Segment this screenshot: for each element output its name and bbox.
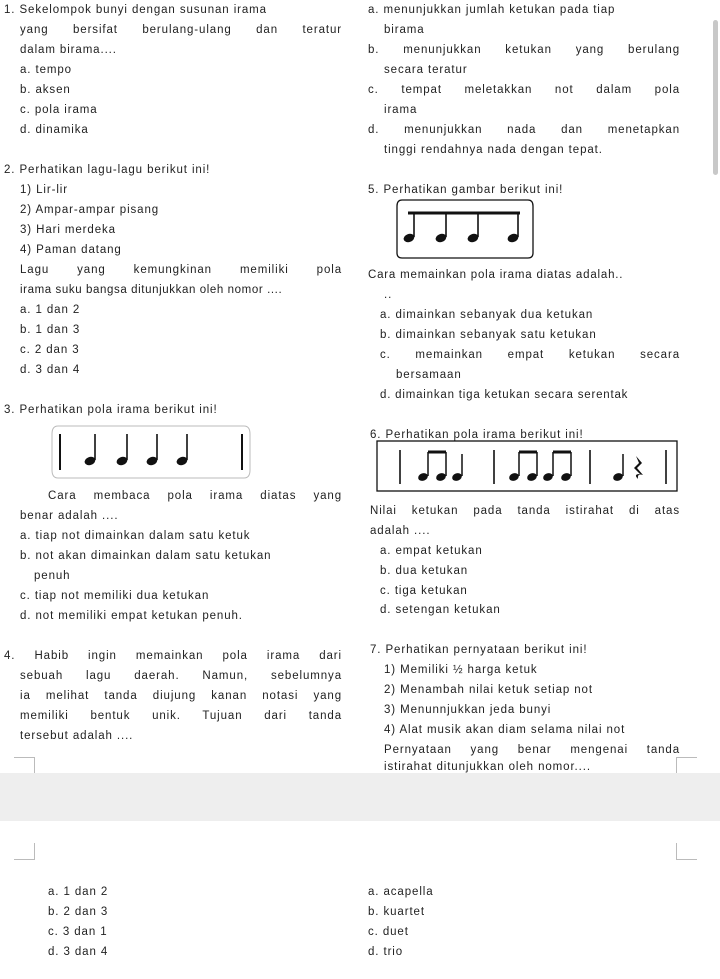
q6-eighth-pair-3 [542,452,572,482]
p2-right-option-c[interactable]: c. duet [368,926,409,938]
q5-option-d[interactable]: d. dimainkan tiga ketukan secara serentak [380,389,629,401]
q6-question: 6. Perhatikan pola irama berikut ini! [370,429,584,441]
q6-option-b[interactable]: b. dua ketukan [380,565,469,577]
q5-sixteenth-note-4 [506,213,519,244]
q6-rhythm-pattern [376,440,678,492]
q4-option-a-cont: birama [384,24,425,36]
q3-quarter-note-2 [115,434,128,467]
q2-song-3: 3) Hari merdeka [20,224,116,236]
q3-question: 3. Perhatikan pola irama berikut ini! [4,404,218,416]
q2-option-d[interactable]: d. 3 dan 4 [20,364,81,376]
q2-song-2: 2) Ampar-ampar pisang [20,204,160,216]
q3-stem-line-1: Cara membaca pola irama diatas yang [48,490,342,502]
page-corner-mark-bottom-left [14,757,35,774]
q1-option-c[interactable]: c. pola irama [20,104,98,116]
q4-question-line-2: sebuah lagu daerah. Namun, sebelumnya [20,670,342,682]
q3-rhythm-pattern [52,420,252,482]
q3-quarter-note-1 [83,434,96,467]
scrollbar[interactable] [713,20,718,175]
p2-left-option-d[interactable]: d. 3 dan 4 [48,946,109,958]
q6-option-d[interactable]: d. setengan ketukan [380,604,501,616]
p2-left-option-a[interactable]: a. 1 dan 2 [48,886,109,898]
q3-quarter-note-4 [175,434,188,467]
worksheet-page-2 [0,821,720,979]
q7-statement-2: 2) Menambah nilai ketuk setiap not [384,684,593,696]
q4-option-d[interactable]: d. menunjukkan nada dan menetapkan [368,124,680,136]
q5-option-a[interactable]: a. dimainkan sebanyak dua ketukan [380,309,594,321]
q3-stem-line-2: benar adalah .... [20,510,119,522]
q1-question-line-3: dalam birama.... [20,44,117,56]
q5-sixteenth-note-1 [402,213,415,244]
q2-stem-line-1: Lagu yang kemungkinan memiliki pola [20,264,342,276]
q5-option-c[interactable]: c. memainkan empat ketukan secara [380,349,680,361]
q4-question-line-1: 4. Habib ingin memainkan pola irama dari [4,650,342,662]
q1-question-line-2: yang bersifat berulang-ulang dan teratur [20,24,342,36]
q2-song-4: 4) Paman datang [20,244,122,256]
q7-stem-line-2: istirahat ditunjukkan oleh nomor.... [384,761,591,773]
q7-statement-3: 3) Menunnjukkan jeda bunyi [384,704,552,716]
q5-sixteenth-note-3 [466,213,479,244]
q5-stem-line-2: .. [384,289,393,301]
q3-option-a[interactable]: a. tiap not dimainkan dalam satu ketuk [20,530,251,542]
q1-option-b[interactable]: b. aksen [20,84,71,96]
q2-question: 2. Perhatikan lagu-lagu berikut ini! [4,164,211,176]
q2-option-b[interactable]: b. 1 dan 3 [20,324,81,336]
q7-question: 7. Perhatikan pernyataan berikut ini! [370,644,588,656]
q1-option-a[interactable]: a. tempo [20,64,72,76]
q4-option-d-cont: tinggi rendahnya nada dengan tepat. [384,144,603,156]
q4-option-c-cont: irama [384,104,418,116]
q6-quarter-note-1 [451,454,463,482]
q3-quarter-note-3 [145,434,158,467]
p2-left-option-c[interactable]: c. 3 dan 1 [48,926,108,938]
q6-quarter-rest-icon [634,456,643,479]
q6-stem-line-2: adalah .... [370,525,431,537]
q5-rhythm-pattern [396,199,534,259]
q4-option-c[interactable]: c. tempat meletakkan not dalam pola [368,84,680,96]
q1-question-line-1: 1. Sekelompok bunyi dengan susunan irama [4,4,267,16]
q4-question-line-5: tersebut adalah .... [20,730,134,742]
page-corner-mark-top-right [676,843,697,860]
q4-option-b-cont: secara teratur [384,64,468,76]
q3-option-b-cont: penuh [34,570,71,582]
q3-option-c[interactable]: c. tiap not memiliki dua ketukan [20,590,210,602]
p2-right-option-d[interactable]: d. trio [368,946,404,958]
q3-option-b[interactable]: b. not akan dimainkan dalam satu ketukan [20,550,272,562]
q6-stem-line-1: Nilai ketukan pada tanda istirahat di atas [370,505,680,517]
page-gap [0,773,720,821]
q4-question-line-3: ia melihat tanda diujung kanan notasi yang [20,690,342,702]
q5-question: 5. Perhatikan gambar berikut ini! [368,184,564,196]
q5-sixteenth-note-2 [434,213,447,244]
q6-option-a[interactable]: a. empat ketukan [380,545,483,557]
page-corner-mark-bottom-right [676,757,697,774]
p2-left-option-b[interactable]: b. 2 dan 3 [48,906,109,918]
q3-option-d[interactable]: d. not memiliki empat ketukan penuh. [20,610,243,622]
q4-option-b[interactable]: b. menunjukkan ketukan yang berulang [368,44,680,56]
q6-eighth-pair-2 [508,452,538,482]
p2-right-option-b[interactable]: b. kuartet [368,906,425,918]
q4-question-line-4: memiliki bentuk unik. Tujuan dari tanda [20,710,342,722]
page-corner-mark-top-left [14,843,35,860]
q1-option-d[interactable]: d. dinamika [20,124,89,136]
q6-eighth-pair-1 [417,452,447,482]
q5-option-c-cont: bersamaan [396,369,462,381]
q7-statement-1: 1) Memiliki ½ harga ketuk [384,664,538,676]
q5-option-b[interactable]: b. dimainkan sebanyak satu ketukan [380,329,597,341]
q5-stem-line-1: Cara memainkan pola irama diatas adalah.. [368,269,624,281]
q6-quarter-note-2 [612,454,624,482]
q7-statement-4: 4) Alat musik akan diam selama nilai not [384,724,626,736]
q4-option-a[interactable]: a. menunjukkan jumlah ketukan pada tiap [368,4,616,16]
q7-stem-line-1: Pernyataan yang benar mengenai tanda [384,744,680,756]
p2-right-option-a[interactable]: a. acapella [368,886,434,898]
q2-stem-line-2: irama suku bangsa ditunjukkan oleh nomor .... [20,284,283,296]
q2-option-a[interactable]: a. 1 dan 2 [20,304,81,316]
q6-option-c[interactable]: c. tiga ketukan [380,585,468,597]
q2-song-1: 1) Lir-lir [20,184,68,196]
q2-option-c[interactable]: c. 2 dan 3 [20,344,80,356]
